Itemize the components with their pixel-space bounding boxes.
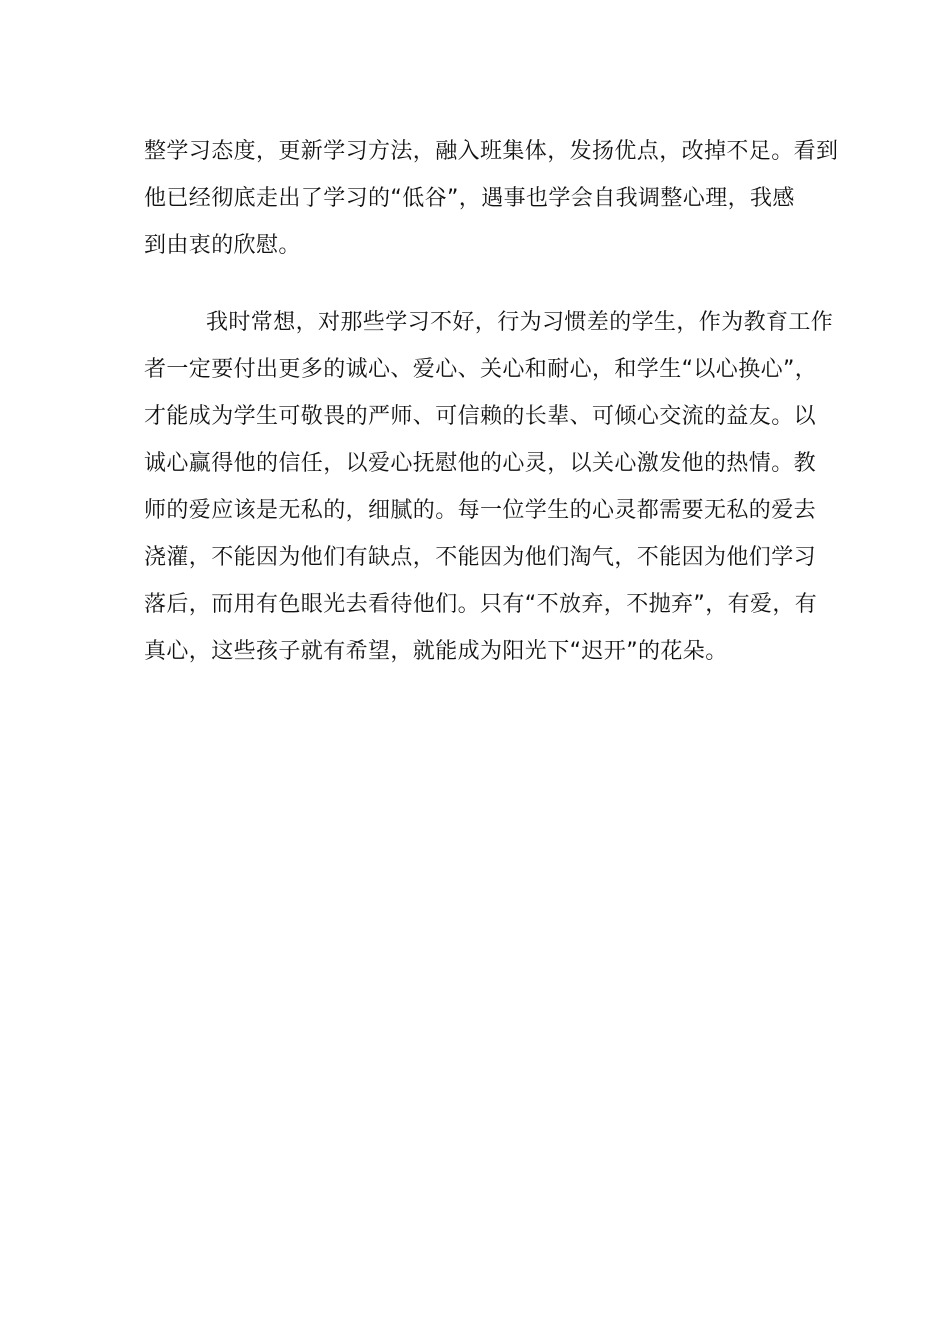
paragraph-line: 者一定要付出更多的诚心、爱心、关心和耐心，和学生“以心换心”，	[144, 357, 818, 382]
paragraph-line: 才能成为学生可敬畏的严师、可信赖的长辈、可倾心交流的益友。以	[144, 404, 817, 429]
paragraph-2	[144, 299, 834, 675]
paragraph-line: 落后，而用有色眼光去看待他们。只有“不放弃，不抛弃”，有爱，有	[144, 592, 818, 617]
paragraph-line: 他已经彻底走出了学习的“低谷”，遇事也学会自我调整心理，我感	[144, 186, 795, 211]
document-body	[144, 128, 839, 675]
paragraph-line: 浇灌，不能因为他们有缺点，不能因为他们淘气，不能因为他们学习	[144, 545, 817, 570]
paragraph-line: 师的爱应该是无私的，细腻的。每一位学生的心灵都需要无私的爱去	[144, 498, 817, 523]
paragraph-line: 整学习态度，更新学习方法，融入班集体，发扬优点，改掉不足。看到	[144, 139, 839, 164]
paragraph-spacer	[144, 269, 808, 299]
paragraph-line: 我时常想，对那些学习不好，行为习惯差的学生，作为教育工作	[206, 310, 834, 335]
paragraph-1	[144, 128, 839, 269]
paragraph-line: 到由衷的欣慰。	[144, 233, 301, 258]
paragraph-line: 真心，这些孩子就有希望，就能成为阳光下“迟开”的花朵。	[144, 639, 728, 664]
paragraph-line: 诚心赢得他的信任，以爱心抚慰他的心灵，以关心激发他的热情。教	[144, 451, 817, 476]
